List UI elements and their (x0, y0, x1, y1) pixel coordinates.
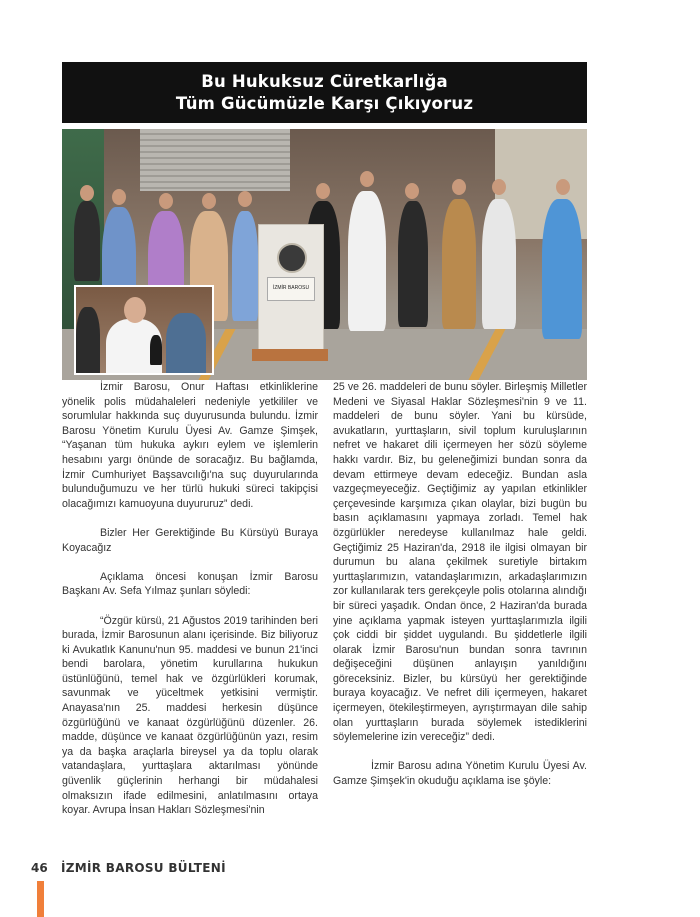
footer-accent-bar (37, 881, 44, 917)
photo-person (442, 199, 476, 329)
photo-person-head (492, 179, 506, 195)
photo-shutter (140, 129, 290, 191)
photo-person-head (405, 183, 419, 199)
article-column-right (333, 380, 587, 803)
photo-person (542, 199, 582, 339)
photo-person-head (159, 193, 173, 209)
article-paragraph: “Özgür kürsü, 21 Ağustos 2019 tarihinden beri burada, İzmir Barosunun alanı içerisinde. Biz biliyoruz ki Avukatlık Kanunu'nun 95. maddesi ve bunun 21'inci bendi barolara, yönetim kurullarına hukukun üstünlüğünü, temel hak ve özgürlükleri korumak, savunmak ve yüceltmek yetkisini vermiştir. Anayasa'nın 25. maddesi herkesin düşünce özgürlüğünü ve kanaat özgürlüğünü düzenler. 26. madde, düşünce ve kanaat özgürlüğünün yazı, resim ya da başka araçlarla bireysel ya da toplu olarak vatandaşlara, yurttaşlara aktarılması yönünde güvenlik güçlerinin herhangi bir müdahalesi olmaksızın ifade edilmesini, anlatılmasını ortaya koyar. Avrupa İnsan Hakları Sözleşmesi'nin (62, 614, 318, 817)
publication-title: İZMİR BAROSU BÜLTENİ (61, 861, 226, 875)
press-statement-photo (62, 129, 587, 380)
article-subheading: Bizler Her Gerektiğinde Bu Kürsüyü Buraya Koyacağız (62, 526, 318, 554)
photo-person-head (360, 171, 374, 187)
photo-person-head (80, 185, 94, 201)
photo-person (74, 201, 100, 281)
article-title-line-1: Bu Hukuksuz Cüretkarlığa (201, 71, 448, 91)
photo-person-head (316, 183, 330, 199)
article-paragraph: 25 ve 26. maddeleri de bunu söyler. Birleşmiş Milletler Medeni ve Siyasal Haklar Sözleşmesi'nin 9 ve 11. maddeleri de bunu söyler. Yani bu kürsüde, avukatların, yurttaşların, sivil toplum kuruluşlarının nefret ve hakaret dili içermeyen her sözü söyleme hakkı vardır. Biz, bu geleneğimizi bundan sonra da devam ettirmeye devam edeceğiz. Bundan asla vazgeçmeyeceğiz. Geçtiğimiz ay yapılan etkinlikler çerçevesinde karşımıza çıkan olaylar, bizi bugün bu basın açıklamasını yapmaya zorladı. Temel hak özgürlükler neredeyse kullanılmaz hale geldi. Geçtiğimiz 25 Haziran'da, 2918 ile ilgisi olmayan bir durumun bu alana çekilmek suretiyle birtakım yurttaşlarımızın, vatandaşlarımızın, arkadaşlarımızın zor kullanılarak ters gerekçeyle polis otolarına alındığı bir süreci yaşadık. Ondan önce, 2 Haziran'da burada yine açıklama yapmak isteyen yurttaşlarımızla ilgili çok ciddi bir şiddet uygulandı. Bu şiddetlerle ilgili olarak İzmir Barosu'nun bundan sonra tavrının değişeceğini düşünen anlayışın yanıldığını göreceksiniz. Bizler, bu kürsüyü her gerektiğinde buraya koyacağız. Ve nefret dili içermeyen, hakaret içermeyen, ötekileştirmeyen, ayrıştırmayan dile sahip olan yurttaşların burada söylemek istediklerini söylemelerine izin vereceğiz” dedi. (333, 381, 587, 744)
podium-sign-text: İZMİR BAROSU (272, 285, 310, 291)
photo-person (398, 201, 428, 327)
photo-person-head (238, 191, 252, 207)
photo-person-head (202, 193, 216, 209)
speaker-inset-photo (74, 285, 214, 375)
photo-person-head (452, 179, 466, 195)
article-column-left (62, 380, 318, 818)
article-title-line-2: Tüm Gücümüzle Karşı Çıkıyoruz (175, 93, 474, 113)
photo-podium (258, 224, 324, 361)
page-number: 46 (31, 861, 48, 875)
article-paragraph: Açıklama öncesi konuşan İzmir Barosu Başkanı Av. Sefa Yılmaz şunları söyledi: (62, 570, 318, 598)
podium-sign (267, 277, 315, 301)
inset-person (76, 307, 100, 375)
inset-microphone-icon (150, 335, 162, 365)
photo-person-head (112, 189, 126, 205)
photo-podium-base (252, 349, 328, 361)
inset-speaker-head (124, 297, 146, 323)
photo-person (232, 211, 258, 321)
article-title-band (62, 62, 587, 123)
photo-person-head (556, 179, 570, 195)
bar-association-seal-icon (277, 243, 307, 273)
article-paragraph: İzmir Barosu adına Yönetim Kurulu Üyesi Av. Gamze Şimşek'in okuduğu açıklama ise şöyle: (333, 760, 587, 788)
article-paragraph: İzmir Barosu, Onur Haftası etkinliklerine yönelik polis müdahaleleri nedeniyle yetkililer ve sorumlular hakkında suç duyurusunda bulundu. İzmir Barosu Yönetim Kurulu Üyesi Av. Gamze Şimşek, “Yaşanan tüm hukuka aykırı eylem ve işlemlerin hesabını yargı önünde de soracağız. Bu bağlamda, İzmir Cumhuriyet Başsavcılığı'na suç duyurularında bulunduğumuzu ve her türlü hukuki süreci takipçisi olacağımızı kamuoyuna duyururuz” dedi. (62, 381, 318, 510)
photo-person (482, 199, 516, 329)
photo-person (348, 191, 386, 331)
inset-person (166, 313, 206, 375)
